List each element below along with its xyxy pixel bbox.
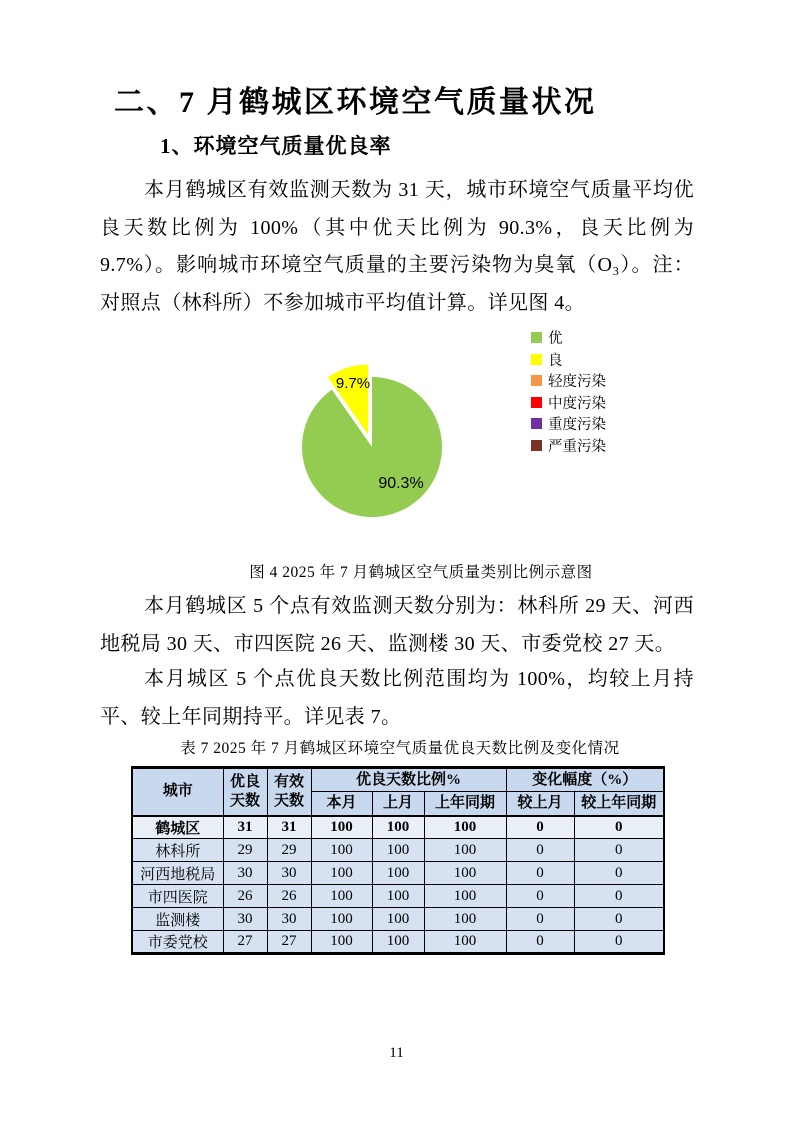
figure-caption: 图 4 2025 年 7 月鹤城区空气质量类别比例示意图 (249, 564, 593, 581)
pie-chart (265, 318, 485, 560)
cell-valid-days: 30 (267, 908, 311, 931)
pie-slice-excellent (302, 377, 442, 517)
cell-good-days: 30 (223, 862, 267, 885)
section-heading: 二、7 月鹤城区环境空气质量状况 (114, 86, 597, 119)
cell-last-year: 100 (424, 816, 506, 839)
cell-vs-prev: 0 (506, 862, 574, 885)
subsection-heading: 1、环境空气质量优良率 (160, 134, 392, 158)
cell-valid-days: 29 (267, 839, 311, 862)
legend-item-severe-pollution (531, 435, 606, 457)
cell-city: 林科所 (132, 839, 223, 862)
table-row-hechengqu (132, 816, 664, 839)
cell-valid-days: 31 (267, 816, 311, 839)
header-last-month: 上月 (372, 792, 424, 816)
header-change-group: 变化幅度（%） (506, 768, 664, 792)
air-quality-table (131, 766, 665, 955)
legend-label: 重度污染 (548, 417, 606, 434)
paragraph-station-ratio: 本月城区 5 个点优良天数比例范围均为 100%，均较上月持平、较上年同期持平。详见表 7。 (100, 668, 694, 728)
cell-last-year: 100 (424, 839, 506, 862)
header-vs-last-month: 较上月 (506, 792, 574, 816)
table-row-shiweidangxiao (132, 931, 664, 954)
chart-legend (531, 327, 606, 456)
legend-swatch-orange-icon (531, 375, 542, 386)
cell-prev: 100 (372, 816, 424, 839)
cell-good-days: 29 (223, 839, 267, 862)
legend-swatch-green-icon (531, 332, 542, 343)
legend-item-light-pollution (531, 370, 606, 392)
header-ratio-group: 优良天数比例% (311, 768, 506, 792)
legend-label: 优 (548, 331, 563, 348)
legend-item-excellent (531, 327, 606, 349)
page-number: 11 (389, 1045, 404, 1061)
cell-vs-last-year: 0 (574, 931, 664, 954)
legend-swatch-maroon-icon (531, 440, 542, 451)
legend-label: 严重污染 (548, 438, 606, 455)
table-row-jiancelou (132, 908, 664, 931)
cell-good-days: 30 (223, 908, 267, 931)
pie-chart-figure (265, 318, 685, 560)
header-current-month: 本月 (311, 792, 372, 816)
header-good-days: 优良天数 (223, 768, 267, 816)
header-valid-days: 有效天数 (267, 768, 311, 816)
cell-vs-prev: 0 (506, 931, 574, 954)
cell-city: 市委党校 (132, 931, 223, 954)
cell-current: 100 (311, 816, 372, 839)
legend-swatch-yellow-icon (531, 354, 542, 365)
table-header-row-1 (132, 768, 664, 792)
cell-vs-last-year: 0 (574, 839, 664, 862)
cell-last-year: 100 (424, 862, 506, 885)
cell-current: 100 (311, 862, 372, 885)
cell-current: 100 (311, 885, 372, 908)
cell-vs-prev: 0 (506, 908, 574, 931)
pie-label-good: 9.7% (335, 375, 371, 392)
cell-vs-last-year: 0 (574, 862, 664, 885)
cell-city: 市四医院 (132, 885, 223, 908)
cell-valid-days: 27 (267, 931, 311, 954)
cell-good-days: 27 (223, 931, 267, 954)
cell-prev: 100 (372, 839, 424, 862)
legend-swatch-red-icon (531, 397, 542, 408)
cell-city: 河西地税局 (132, 862, 223, 885)
header-vs-last-year: 较上年同期 (574, 792, 664, 816)
pie-label-excellent: 90.3% (378, 475, 424, 492)
legend-label: 轻度污染 (548, 374, 606, 391)
cell-prev: 100 (372, 885, 424, 908)
cell-prev: 100 (372, 908, 424, 931)
cell-city: 监测楼 (132, 908, 223, 931)
cell-valid-days: 26 (267, 885, 311, 908)
legend-item-heavy-pollution (531, 413, 606, 435)
cell-vs-last-year: 0 (574, 816, 664, 839)
cell-prev: 100 (372, 931, 424, 954)
cell-current: 100 (311, 839, 372, 862)
cell-last-year: 100 (424, 885, 506, 908)
cell-last-year: 100 (424, 931, 506, 954)
cell-good-days: 26 (223, 885, 267, 908)
cell-last-year: 100 (424, 908, 506, 931)
cell-current: 100 (311, 908, 372, 931)
paragraph-summary: 本月鹤城区有效监测天数为 31 天，城市环境空气质量平均优良天数比例为 100%（其中优天比例为 90.3%，良天比例为 9.7%）。影响城市环境空气质量的主要污染物为臭氧（O₃）。注：对照点（林科所）不参加城市平均值计算。详见图 4。 (100, 179, 694, 314)
cell-vs-prev: 0 (506, 839, 574, 862)
legend-item-moderate-pollution (531, 392, 606, 414)
table-row-hexidishuiju (132, 862, 664, 885)
legend-label: 中度污染 (548, 395, 606, 412)
cell-city: 鹤城区 (132, 816, 223, 839)
table-row-linkesuo (132, 839, 664, 862)
legend-swatch-purple-icon (531, 418, 542, 429)
table-caption: 表 7 2025 年 7 月鹤城区环境空气质量优良天数比例及变化情况 (180, 740, 620, 757)
cell-valid-days: 30 (267, 862, 311, 885)
cell-prev: 100 (372, 862, 424, 885)
cell-vs-prev: 0 (506, 885, 574, 908)
cell-current: 100 (311, 931, 372, 954)
legend-label: 良 (548, 352, 563, 369)
cell-vs-last-year: 0 (574, 885, 664, 908)
legend-item-good (531, 349, 606, 371)
header-same-period-last-year: 上年同期 (424, 792, 506, 816)
cell-vs-last-year: 0 (574, 908, 664, 931)
header-city: 城市 (132, 768, 223, 816)
paragraph-station-days: 本月鹤城区 5 个点有效监测天数分别为：林科所 29 天、河西地税局 30 天、市四医院 26 天、监测楼 30 天、市委党校 27 天。 (100, 595, 694, 655)
table-row-shisiyiyuan (132, 885, 664, 908)
cell-vs-prev: 0 (506, 816, 574, 839)
cell-good-days: 31 (223, 816, 267, 839)
